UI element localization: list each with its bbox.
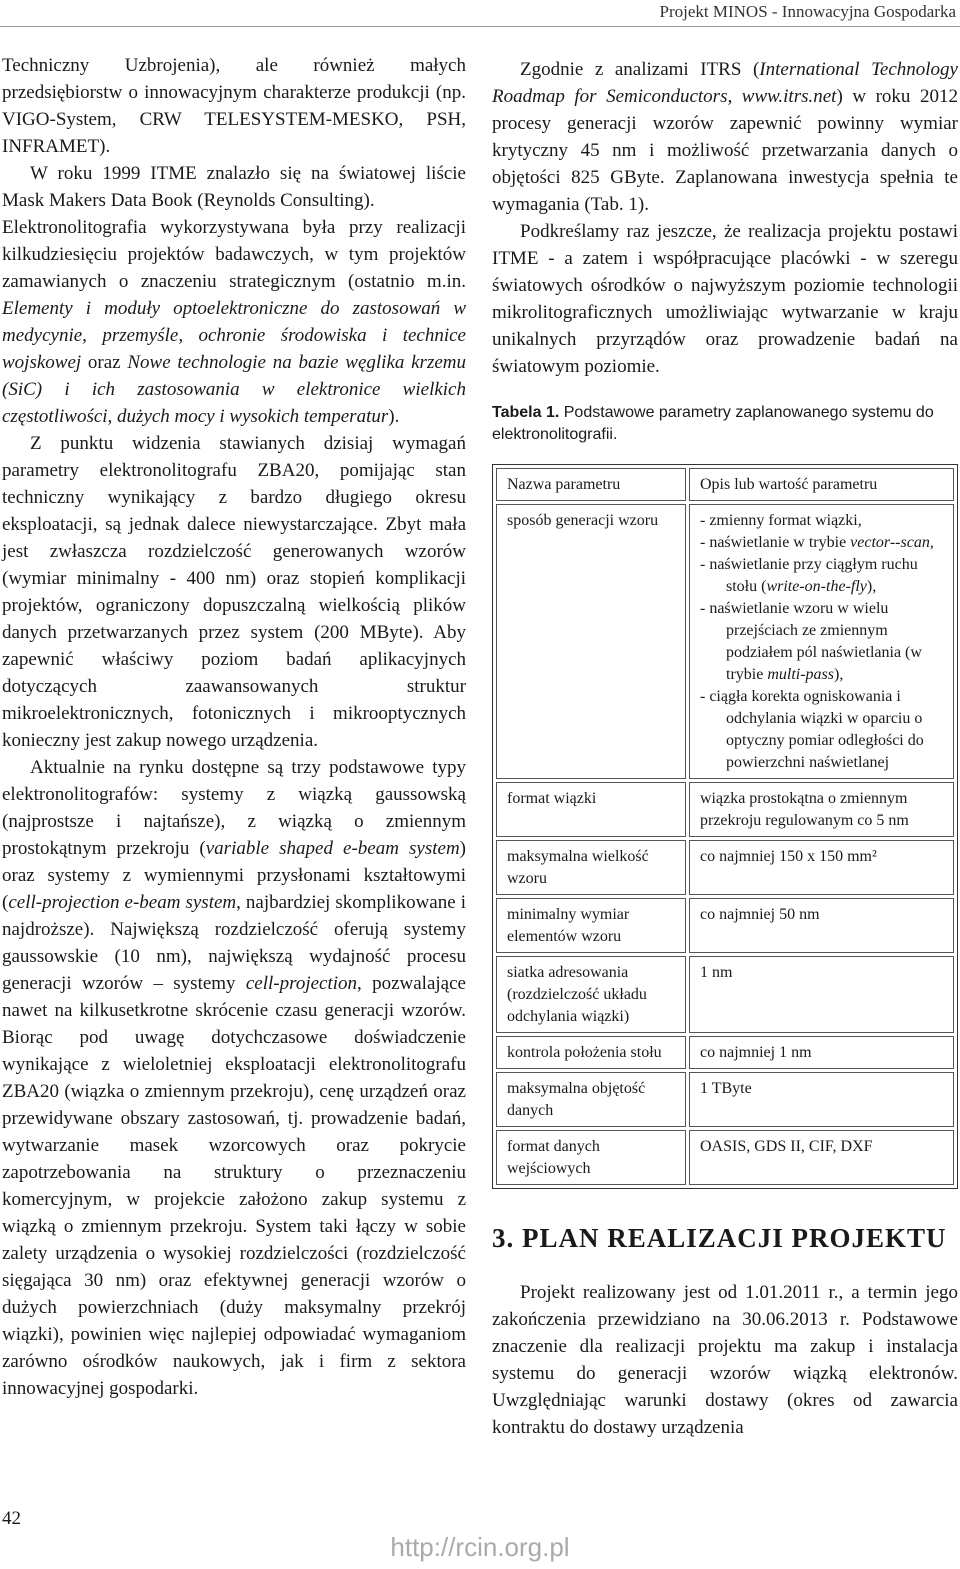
table-cell: sposób generacji wzoru [496, 504, 686, 779]
table-caption-label: Tabela 1. [492, 404, 560, 421]
text-run: ) oraz systemy z wymiennymi przysłonami kształtowymi ( [2, 838, 466, 913]
running-header: Projekt MINOS - Innowacyjna Gospodarka [659, 2, 956, 21]
table-cell: wiązka prostokątna o zmiennym przekroju regulowanym co 5 nm [689, 782, 954, 837]
project-title-italic: Elementy i moduły optoelektroniczne do zastosowań w medycynie, przemyśle, ochronie środowiska i technice wojskowej [2, 298, 466, 373]
table-cell: OASIS, GDS II, CIF, DXF [689, 1130, 954, 1185]
text-run: Aktualnie na rynku dostępne są trzy podstawowe typy elektronolitografów: systemy z wiązką gaussowską (najprostsze i najtańsze), z wiązką o zmiennym prostokątnym przekroju ( [2, 757, 466, 859]
table-row [496, 782, 954, 837]
table-header-row [496, 468, 954, 501]
paragraph [492, 56, 958, 218]
table-row [496, 1130, 954, 1185]
table-caption [492, 402, 958, 446]
table-cell: 1 TByte [689, 1072, 954, 1127]
term-italic: cell-projection e-beam system [8, 892, 237, 913]
paragraph: Projekt realizowany jest od 1.01.2011 r., a termin jego zakończenia przewidziano na 30.06.2013 r. Podstawowe znaczenie dla realizacji projektu ma zakup i instalacja systemu do generacji wzorów wiązką elektronów. Uwzględniając warunki dostawy (okres od zawarcia kontraktu do dostawy urządzenia [492, 1282, 958, 1438]
text-run: ). [388, 406, 400, 427]
parameters-table [492, 464, 958, 1189]
table-cell [689, 504, 954, 779]
table-header-cell: Nazwa parametru [496, 468, 686, 501]
table-row [496, 504, 954, 779]
paragraph: Techniczny Uzbrojenia), ale również małych przedsiębiorstw o innowacyjnym charakterze produkcji (np. VIGO-System, CRW TELESYSTEM-MESKO, PSH, INFRAMET). [2, 55, 466, 157]
right-column [492, 56, 958, 1441]
paragraph: Z punktu widzenia stawianych dzisiaj wymagań parametry elektronolitografu ZBA20, pomijając stan techniczny wynikający z bardzo długiego okresu eksploatacji, są jednak dalece niewystarczające. Zbyt mała jest zwłaszcza rozdzielczość generowanych wzorów (wymiar minimalny - 400 nm) oraz stopień komplikacji projektów, ograniczony dopuszczalną wielkością plików danych przetwarzanych przez system (200 MByte). Aby zapewnić właściwy poziom badań aplikacyjnych dotyczących zaawansowanych struktur mikroelektronicznych, fotonicznych i mikrooptycznych konieczny jest zakup nowego urządzenia. [2, 433, 466, 751]
paragraph: Podkreślamy raz jeszcze, że realizacja projektu postawi ITME - a zatem i współpracujące placówki - w szeregu światowych ośrodków o najwyższym poziomie technologii mikrolitograficznych umożliwiając wytwarzanie w kraju unikalnych przyrządów oraz prowadzenie badań na światowym poziomie. [492, 221, 958, 377]
text-run: oraz [81, 352, 128, 373]
paragraph [2, 754, 466, 1402]
table-row [496, 1072, 954, 1127]
table-cell: maksymalna objętość danych [496, 1072, 686, 1127]
bullet-item: - naświetlanie przy ciągłym ruchu stołu (write-on-the-fly), [700, 556, 918, 595]
paragraph: W roku 1999 ITME znalazło się na światowej liście Mask Makers Data Book (Reynolds Consulting). [2, 163, 466, 211]
table-row [496, 898, 954, 953]
table-cell: format wiązki [496, 782, 686, 837]
table-cell: maksymalna wielkość wzoru [496, 840, 686, 895]
bullet-item: - zmienny format wiązki, [700, 512, 862, 529]
table-cell: 1 nm [689, 956, 954, 1033]
term-italic: International Technology Roadmap for Semiconductors, www.itrs.net [492, 59, 958, 107]
table-cell: co najmniej 50 nm [689, 898, 954, 953]
left-column [2, 52, 466, 1402]
term-italic: variable shaped e-beam system [205, 838, 460, 859]
bullet-item: - ciągła korekta ogniskowania i odchylania wiązki w oparciu o optyczny pomiar odległości do powierzchni naświetlanej [700, 688, 924, 771]
bullet-item: - naświetlanie w trybie vector--scan, [700, 534, 934, 551]
table-cell: siatka adresowania (rozdzielczość układu odchylania wiązki) [496, 956, 686, 1033]
project-title-italic: Nowe technologie na bazie węglika krzemu (SiC) i ich zastosowania w elektronice wielkich częstotliwości, dużych mocy i wysokich temperatur [2, 352, 466, 427]
source-url[interactable]: http://rcin.org.pl [390, 1532, 570, 1562]
table-row [496, 956, 954, 1033]
table-cell: format danych wejściowych [496, 1130, 686, 1185]
table-row [496, 840, 954, 895]
page-number: 42 [2, 1508, 21, 1529]
table-cell: kontrola położenia stołu [496, 1036, 686, 1069]
text-run: Zgodnie z analizami ITRS ( [520, 59, 760, 80]
table-header-cell: Opis lub wartość parametru [689, 468, 954, 501]
paragraph [2, 214, 466, 430]
table-cell: minimalny wymiar elementów wzoru [496, 898, 686, 953]
header-rule [0, 26, 960, 27]
text-run: , najbardziej skomplikowane i najdroższe). Największą rozdzielczość oferują systemy gaussowskie (10 nm), największą wydajność procesu generacji wzorów – systemy [2, 892, 466, 994]
term-italic: cell-projection [245, 973, 358, 994]
table-cell: co najmniej 150 x 150 mm² [689, 840, 954, 895]
text-run: Elektronolitografia wykorzystywana była przy realizacji kilkudziesięciu projektów badawczych, w tym projektów zamawianych o znaczeniu strategicznym (ostatnio m.in. [2, 217, 466, 292]
table-cell: co najmniej 1 nm [689, 1036, 954, 1069]
text-run: , pozwalające nawet na kilkusetkrotne skrócenie czasu generacji wzorów. Biorąc pod uwagę dotychczasowe doświadczenie wynikające z wieloletniej eksploatacji elektronolitografu ZBA20 (wiązka o zmiennym przekroju), cenę urządzeń oraz przewidywane obszary zastosowań, tj. prowadzenie badań, wytwarzanie masek wzorcowych oraz pokrycie zapotrzebowania na struktury o przeznaczeniu komercyjnym, w projekcie założono zakup systemu z wiązką o zmiennym przekroju. System taki łączy w sobie zalety urządzenia o wysokiej rozdzielczości (rozdzielczość sięgająca 30 nm) oraz efektywnej generacji wzorów o dużych powierzchniach (duży maksymalny przekrój wiązki), powinien więc najlepiej odpowiadać wymaganiom zarówno ośrodków naukowych, jak i firm z sektora innowacyjnej gospodarki. [2, 973, 466, 1399]
bullet-item: - naświetlanie wzoru w wielu przejściach ze zmiennym podziałem pól naświetlania (w trybie multi-pass), [700, 600, 922, 683]
table-row [496, 1036, 954, 1069]
text-run: ) w roku 2012 procesy generacji wzorów zapewnić powinny wymiar krytyczny 45 nm i możliwość przetwarzania danych o objętości 825 GByte. Zaplanowana inwestycja spełnia te wymagania (Tab. 1). [492, 86, 958, 215]
table-caption-text: Podstawowe parametry zaplanowanego systemu do elektronolitografii. [492, 404, 934, 443]
section-heading: 3. PLAN REALIZACJI PROJEKTU [492, 1223, 947, 1253]
